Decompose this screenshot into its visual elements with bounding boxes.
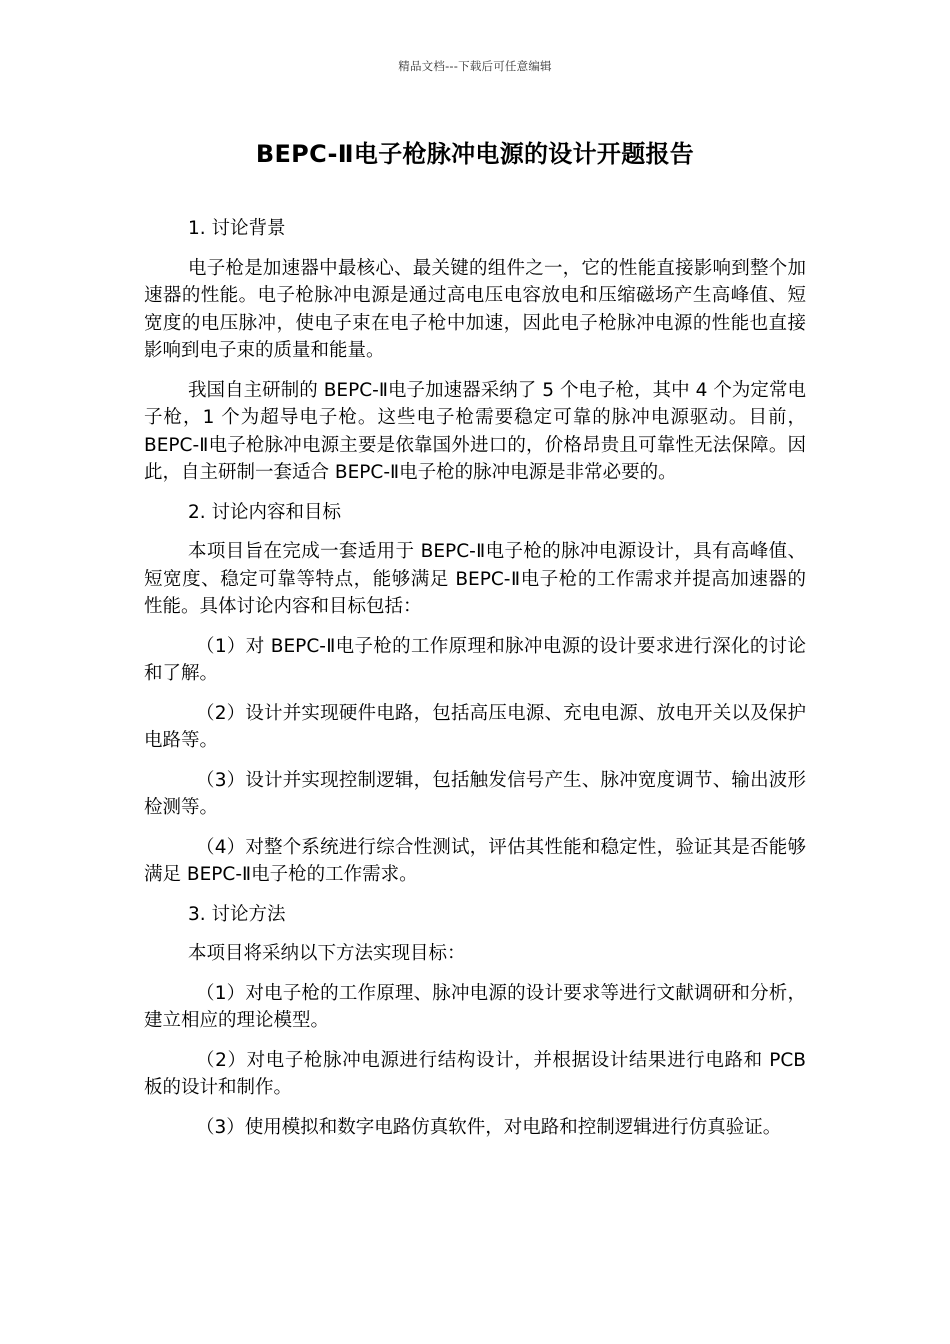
section-heading-content-goals: 2. 讨论内容和目标 bbox=[188, 501, 342, 523]
paragraph: 电子枪是加速器中最核心、最关键的组件之一，它的性能直接影响到整个加速器的性能。电子枪脉冲电源是通过高电压电容放电和压缩磁场产生高峰值、短宽度的电压脉冲，使电子束在电子枪中加速，因此电子枪脉冲电源的性能也直接影响到电子束的质量和能量。 bbox=[144, 257, 806, 361]
section-heading-methods: 3. 讨论方法 bbox=[188, 903, 286, 925]
list-item: （2）设计并实现硬件电路，包括高压电源、充电电源、放电开关以及保护电路等。 bbox=[144, 702, 806, 751]
list-item: （1）对电子枪的工作原理、脉冲电源的设计要求等进行文献调研和分析，建立相应的理论模型。 bbox=[144, 982, 806, 1031]
paragraph: 本项目旨在完成一套适用于 BEPC-Ⅱ电子枪的脉冲电源设计，具有高峰值、短宽度、稳定可靠等特点，能够满足 BEPC-Ⅱ电子枪的工作需求并提高加速器的性能。具体讨论内容和目标包括： bbox=[144, 541, 806, 617]
section-heading-background: 1. 讨论背景 bbox=[188, 218, 286, 239]
list-item: （1）对 BEPC-Ⅱ电子枪的工作原理和脉冲电源的设计要求进行深化的讨论和了解。 bbox=[144, 635, 806, 684]
list-item: （3）使用模拟和数字电路仿真软件，对电路和控制逻辑进行仿真验证。 bbox=[196, 1116, 782, 1138]
list-item: （3）设计并实现控制逻辑，包括触发信号产生、脉冲宽度调节、输出波形检测等。 bbox=[144, 769, 806, 818]
page-header: 精品文档---下载后可任意编辑 bbox=[398, 59, 552, 73]
paragraph: 我国自主研制的 BEPC-Ⅱ电子加速器采纳了 5 个电子枪，其中 4 个为定常电子枪，1 个为超导电子枪。这些电子枪需要稳定可靠的脉冲电源驱动。目前，BEPC-Ⅱ电子枪脉冲电源主要是依靠国外进口的，价格昂贵且可靠性无法保障。因此，自主研制一套适合 BEPC-Ⅱ电子枪的脉冲电源是非常必要的。 bbox=[144, 379, 806, 483]
paragraph: 本项目将采纳以下方法实现目标： bbox=[188, 943, 466, 964]
list-item: （4）对整个系统进行综合性测试，评估其性能和稳定性，验证其是否能够满足 BEPC-Ⅱ电子枪的工作需求。 bbox=[144, 836, 806, 885]
list-item: （2）对电子枪脉冲电源进行结构设计，并根据设计结果进行电路和 PCB 板的设计和制作。 bbox=[144, 1049, 806, 1098]
document-body bbox=[144, 215, 806, 1153]
document-title: BEPC-Ⅱ电子枪脉冲电源的设计开题报告 bbox=[255, 140, 695, 168]
